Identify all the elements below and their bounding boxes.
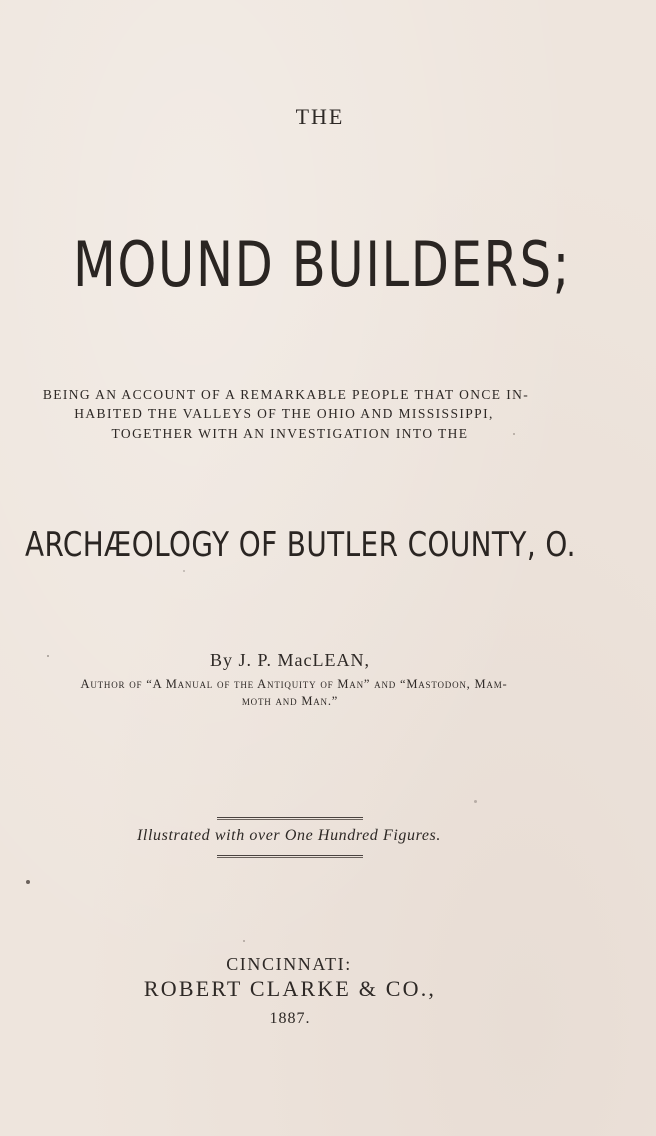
divider-rule-top	[217, 817, 363, 820]
imprint-city: CINCINNATI:	[226, 954, 352, 974]
paper-speck	[47, 655, 49, 657]
paper-speck	[474, 800, 477, 803]
title-the: THE	[295, 104, 345, 129]
paper-speck	[183, 570, 185, 572]
secondary-title: ARCHÆOLOGY OF BUTLER COUNTY, O.	[25, 525, 576, 565]
illustration-note: Illustrated with over One Hundred Figures.	[137, 827, 441, 844]
main-title: MOUND BUILDERS;	[73, 228, 571, 301]
paper-speck	[26, 880, 30, 884]
author-credit-line-2: moth and Man.”	[241, 694, 339, 708]
imprint-year: 1887.	[269, 1010, 311, 1027]
subtitle-line-1: BEING AN ACCOUNT OF A REMARKABLE PEOPLE THAT ONCE IN-	[42, 387, 530, 402]
imprint-publisher: ROBERT CLARKE & CO.,	[143, 976, 437, 1001]
author-credit-line-1: Author of “A Manual of the Antiquity of Man” and “Mastodon, Mam-	[80, 677, 508, 691]
subtitle-line-2: HABITED THE VALLEYS OF THE OHIO AND MISSISSIPPI,	[74, 406, 494, 421]
byline: By J. P. MacLEAN,	[210, 650, 370, 670]
paper-speck	[513, 433, 515, 435]
divider-rule-bottom	[217, 855, 363, 858]
subtitle-line-3: TOGETHER WITH AN INVESTIGATION INTO THE	[111, 426, 469, 441]
paper-speck	[243, 940, 245, 942]
